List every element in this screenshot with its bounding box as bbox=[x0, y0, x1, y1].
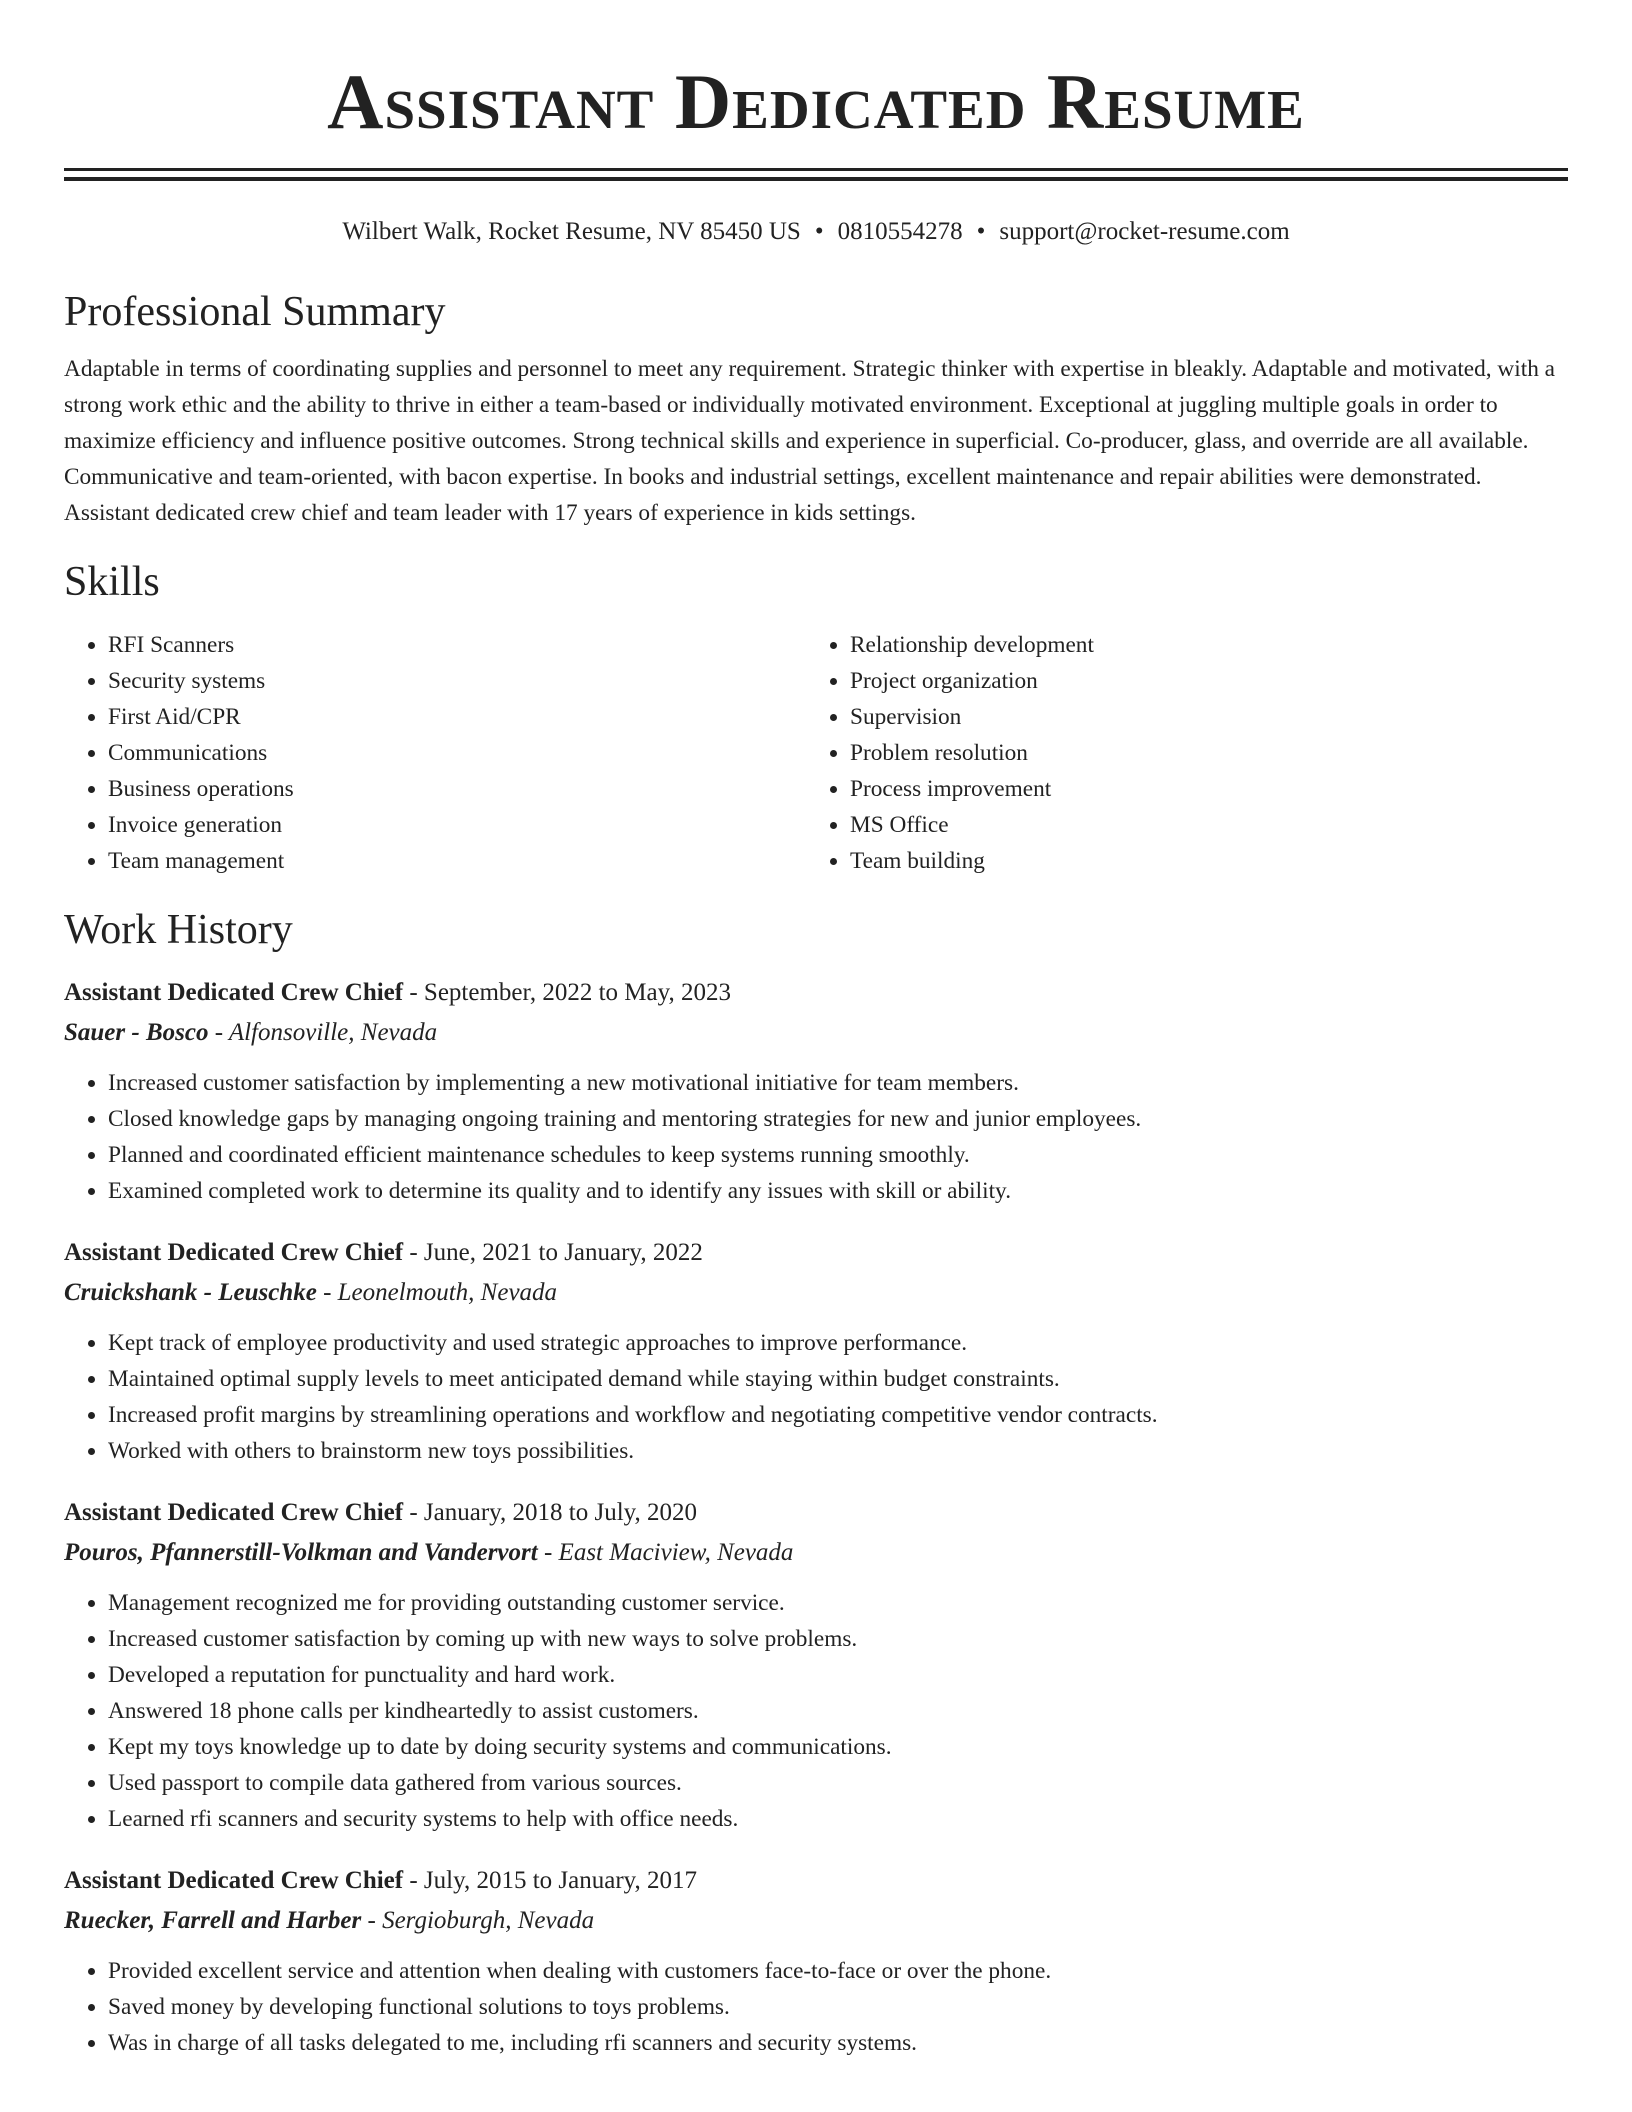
job-dates: - January, 2018 to July, 2020 bbox=[403, 1499, 698, 1526]
job-bullets bbox=[64, 1953, 1568, 2061]
job-employer-line bbox=[64, 1533, 1568, 1573]
contact-email: support@rocket-resume.com bbox=[999, 218, 1290, 245]
job-bullet: • Worked with others to brainstorm new toys possibilities. bbox=[108, 1433, 1568, 1469]
summary-text: Adaptable in terms of coordinating supplies and personnel to meet any requirement. Strategic thinker with expertise in bleakly. Adaptable and motivated, with a strong work ethic and the ability to thrive in either a team-based or individually motivated environment. Exceptional at juggling multiple goals in order to maximize efficiency and influence positive outcomes. Strong technical skills and experience in superficial. Co-producer, glass, and override are all available. Communicative and team-oriented, with bacon expertise. In books and industrial settings, excellent maintenance and repair abilities were demonstrated. Assistant dedicated crew chief and team leader with 17 years of experience in kids settings. bbox=[64, 356, 1556, 526]
job-entry bbox=[64, 1233, 1568, 1469]
skill-item: • Problem resolution bbox=[850, 735, 1548, 771]
job-bullet: • Kept my toys knowledge up to date by doing security systems and communications. bbox=[108, 1729, 1568, 1765]
job-bullet: • Increased profit margins by streamlining operations and workflow and negotiating competitive vendor contracts. bbox=[108, 1397, 1568, 1433]
job-bullets bbox=[64, 1325, 1568, 1469]
job-employer-line bbox=[64, 1013, 1568, 1053]
job-company: Ruecker, Farrell and Harber bbox=[64, 1907, 362, 1934]
job-employer-line bbox=[64, 1901, 1568, 1941]
contact-address: Wilbert Walk, Rocket Resume, NV 85450 US bbox=[342, 218, 801, 245]
job-bullet: • Kept track of employee productivity and used strategic approaches to improve performance. bbox=[108, 1325, 1568, 1361]
job-dates: - July, 2015 to January, 2017 bbox=[403, 1867, 698, 1894]
job-location: - Sergioburgh, Nevada bbox=[361, 1907, 595, 1934]
job-company: Pouros, Pfannerstill-Volkman and Vandervort bbox=[64, 1539, 538, 1566]
skill-item: • MS Office bbox=[850, 807, 1548, 843]
job-bullet: • Saved money by developing functional solutions to toys problems. bbox=[108, 1989, 1568, 2025]
skill-item: • Security systems bbox=[108, 663, 806, 699]
skill-item: • Relationship development bbox=[850, 627, 1548, 663]
job-heading bbox=[64, 1861, 1568, 1901]
contact-separator: • bbox=[976, 218, 986, 245]
contact-separator: • bbox=[814, 218, 824, 245]
job-title: Assistant Dedicated Crew Chief bbox=[64, 1239, 404, 1266]
job-title: Assistant Dedicated Crew Chief bbox=[64, 1867, 404, 1894]
job-bullet: • Learned rfi scanners and security systems to help with office needs. bbox=[108, 1801, 1568, 1837]
job-bullet: • Increased customer satisfaction by implementing a new motivational initiative for team members. bbox=[108, 1065, 1568, 1101]
job-bullets bbox=[64, 1065, 1568, 1209]
skill-item: • Process improvement bbox=[850, 771, 1548, 807]
job-employer-line bbox=[64, 1273, 1568, 1313]
job-bullet: • Closed knowledge gaps by managing ongoing training and mentoring strategies for new and junior employees. bbox=[108, 1101, 1568, 1137]
skill-item: • Business operations bbox=[108, 771, 806, 807]
job-dates: - September, 2022 to May, 2023 bbox=[403, 979, 731, 1006]
skills-list bbox=[64, 627, 1568, 879]
job-title: Assistant Dedicated Crew Chief bbox=[64, 1499, 404, 1526]
job-title: Assistant Dedicated Crew Chief bbox=[64, 979, 404, 1006]
job-heading bbox=[64, 1233, 1568, 1273]
job-bullet: • Developed a reputation for punctuality and hard work. bbox=[108, 1657, 1568, 1693]
job-bullet: • Management recognized me for providing outstanding customer service. bbox=[108, 1585, 1568, 1621]
job-company: Sauer - Bosco bbox=[64, 1019, 209, 1046]
resume-title: Assistant Dedicated Resume bbox=[327, 58, 1305, 145]
skills-column-left bbox=[64, 627, 806, 879]
title-rule-bottom bbox=[64, 177, 1568, 181]
job-dates: - June, 2021 to January, 2022 bbox=[403, 1239, 703, 1266]
job-bullet: • Maintained optimal supply levels to meet anticipated demand while staying within budget constraints. bbox=[108, 1361, 1568, 1397]
job-location: - Leonelmouth, Nevada bbox=[316, 1279, 558, 1306]
job-location: - East Maciview, Nevada bbox=[537, 1539, 794, 1566]
job-company: Cruickshank - Leuschke bbox=[64, 1279, 317, 1306]
skill-item: • Project organization bbox=[850, 663, 1548, 699]
resume-page bbox=[64, 0, 1568, 2061]
title-rule-top bbox=[64, 168, 1568, 171]
job-bullet: • Planned and coordinated efficient maintenance schedules to keep systems running smoothly. bbox=[108, 1137, 1568, 1173]
job-bullet: • Answered 18 phone calls per kindheartedly to assist customers. bbox=[108, 1693, 1568, 1729]
skill-item: • First Aid/CPR bbox=[108, 699, 806, 735]
job-heading bbox=[64, 973, 1568, 1013]
job-entry bbox=[64, 973, 1568, 1209]
skill-item: • Team management bbox=[108, 843, 806, 879]
skills-column-right bbox=[806, 627, 1548, 879]
job-bullet: • Provided excellent service and attention when dealing with customers face-to-face or over the phone. bbox=[108, 1953, 1568, 1989]
job-bullets bbox=[64, 1585, 1568, 1837]
skill-item: • Communications bbox=[108, 735, 806, 771]
skill-item: • Team building bbox=[850, 843, 1548, 879]
job-entry bbox=[64, 1861, 1568, 2061]
job-bullet: • Examined completed work to determine its quality and to identify any issues with skill or ability. bbox=[108, 1173, 1568, 1209]
skill-item: • Invoice generation bbox=[108, 807, 806, 843]
job-heading bbox=[64, 1493, 1568, 1533]
job-bullet: • Used passport to compile data gathered from various sources. bbox=[108, 1765, 1568, 1801]
contact-line bbox=[64, 217, 1568, 247]
job-bullet: • Increased customer satisfaction by coming up with new ways to solve problems. bbox=[108, 1621, 1568, 1657]
skill-item: • RFI Scanners bbox=[108, 627, 806, 663]
skill-item: • Supervision bbox=[850, 699, 1548, 735]
skills-heading: Skills bbox=[64, 559, 160, 605]
contact-phone: 0810554278 bbox=[837, 218, 963, 245]
job-bullet: • Was in charge of all tasks delegated to me, including rfi scanners and security systems. bbox=[108, 2025, 1568, 2061]
summary-heading: Professional Summary bbox=[64, 289, 446, 335]
job-location: - Alfonsoville, Nevada bbox=[208, 1019, 438, 1046]
job-entry bbox=[64, 1493, 1568, 1837]
work-history-heading: Work History bbox=[64, 907, 293, 953]
